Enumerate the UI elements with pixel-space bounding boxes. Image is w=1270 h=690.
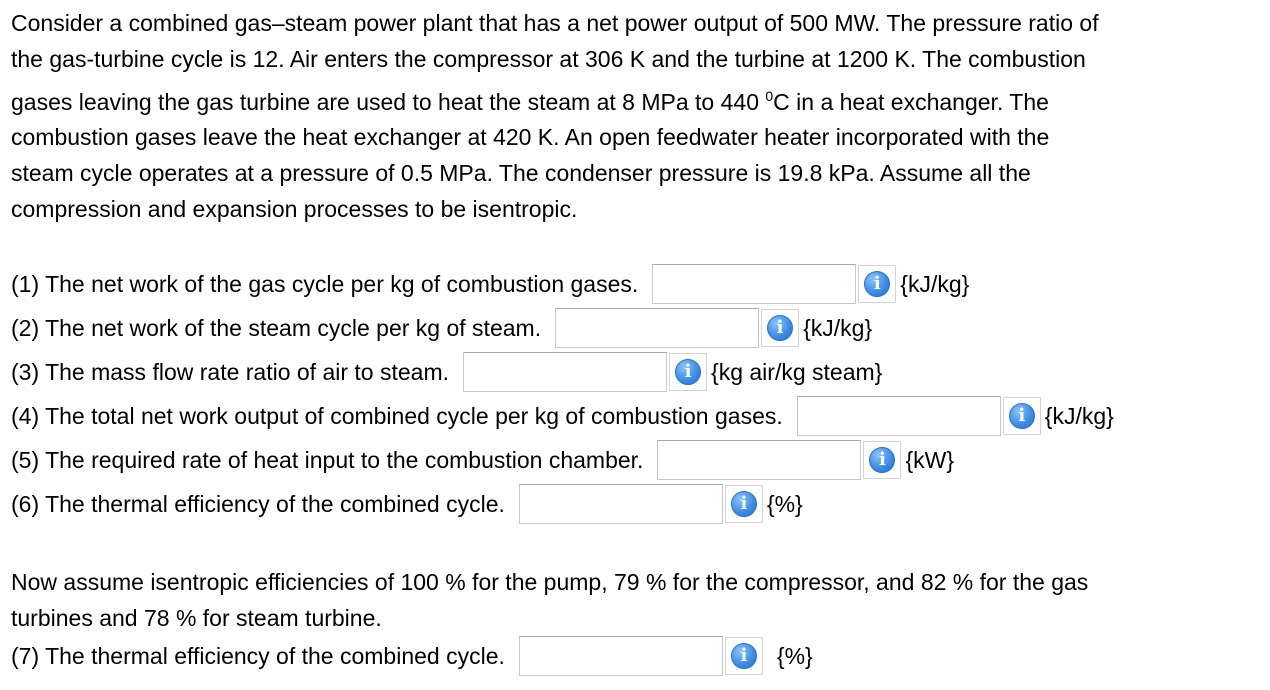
efficiency-line-1: Now assume isentropic efficiencies of 100 % for the pump, 79 % for the compressor, and 82 % for the gas xyxy=(11,569,1089,595)
unit-label-2: {kJ/kg} xyxy=(803,315,873,341)
answer-input-3[interactable] xyxy=(463,352,667,392)
question-label-4: (4) The total net work output of combined cycle per kg of combustion gases. xyxy=(11,403,783,429)
statement-line-3-pre: gases leaving the gas turbine are used to heat the steam at 8 MPa to 440 xyxy=(11,89,766,115)
question-row-2 xyxy=(11,306,872,350)
statement-line-6: compression and expansion processes to be isentropic. xyxy=(11,196,578,222)
statement-line-4: combustion gases leave the heat exchanger at 420 K. An open feedwater heater incorporated with the xyxy=(11,124,1050,150)
unit-label-5: {kW} xyxy=(905,447,955,473)
answer-input-2[interactable] xyxy=(555,308,759,348)
info-button-2[interactable] xyxy=(761,309,799,347)
question-label-1: (1) The net work of the gas cycle per kg of combustion gases. xyxy=(11,271,639,297)
question-label-7: (7) The thermal efficiency of the combined cycle. xyxy=(11,643,505,669)
statement-line-2: the gas-turbine cycle is 12. Air enters the compressor at 306 K and the turbine at 1200 K. The combustion xyxy=(11,46,1086,72)
info-icon: i xyxy=(767,315,793,341)
statement-line-3 xyxy=(11,87,1049,120)
unit-label-1: {kJ/kg} xyxy=(900,271,970,297)
unit-label-3: {kg air/kg steam} xyxy=(711,359,883,385)
info-button-4[interactable] xyxy=(1003,397,1041,435)
answer-input-6[interactable] xyxy=(519,484,723,524)
answer-input-1[interactable] xyxy=(652,264,856,304)
question-row-4 xyxy=(11,394,1114,438)
answer-input-7[interactable] xyxy=(519,636,723,676)
question-label-3: (3) The mass flow rate ratio of air to steam. xyxy=(11,359,450,385)
statement-line-3-post: C in a heat exchanger. The xyxy=(773,89,1049,115)
info-icon: i xyxy=(1009,403,1035,429)
question-row-3 xyxy=(11,350,882,394)
unit-label-6: {%} xyxy=(766,491,803,517)
info-button-3[interactable] xyxy=(669,353,707,391)
efficiency-line-2: turbines and 78 % for steam turbine. xyxy=(11,605,382,631)
degree-superscript: 0 xyxy=(765,88,774,104)
info-icon: i xyxy=(864,271,890,297)
info-icon: i xyxy=(731,643,757,669)
question-row-5 xyxy=(11,438,954,482)
answer-input-5[interactable] xyxy=(657,440,861,480)
question-row-7 xyxy=(11,634,813,678)
unit-label-7: {%} xyxy=(776,643,813,669)
question-row-1 xyxy=(11,262,969,306)
info-icon: i xyxy=(731,491,757,517)
info-button-5[interactable] xyxy=(863,441,901,479)
info-button-7[interactable] xyxy=(725,637,763,675)
question-label-6: (6) The thermal efficiency of the combined cycle. xyxy=(11,491,505,517)
info-button-6[interactable] xyxy=(725,485,763,523)
question-row-6 xyxy=(11,482,803,526)
statement-line-5: steam cycle operates at a pressure of 0.5 MPa. The condenser pressure is 19.8 kPa. Assume all the xyxy=(11,160,1031,186)
info-button-1[interactable] xyxy=(858,265,896,303)
info-icon: i xyxy=(869,447,895,473)
question-label-5: (5) The required rate of heat input to the combustion chamber. xyxy=(11,447,644,473)
statement-line-1: Consider a combined gas–steam power plant that has a net power output of 500 MW. The pressure ratio of xyxy=(11,10,1099,36)
answer-input-4[interactable] xyxy=(797,396,1001,436)
unit-label-4: {kJ/kg} xyxy=(1044,403,1114,429)
info-icon: i xyxy=(675,359,701,385)
question-label-2: (2) The net work of the steam cycle per kg of steam. xyxy=(11,315,542,341)
